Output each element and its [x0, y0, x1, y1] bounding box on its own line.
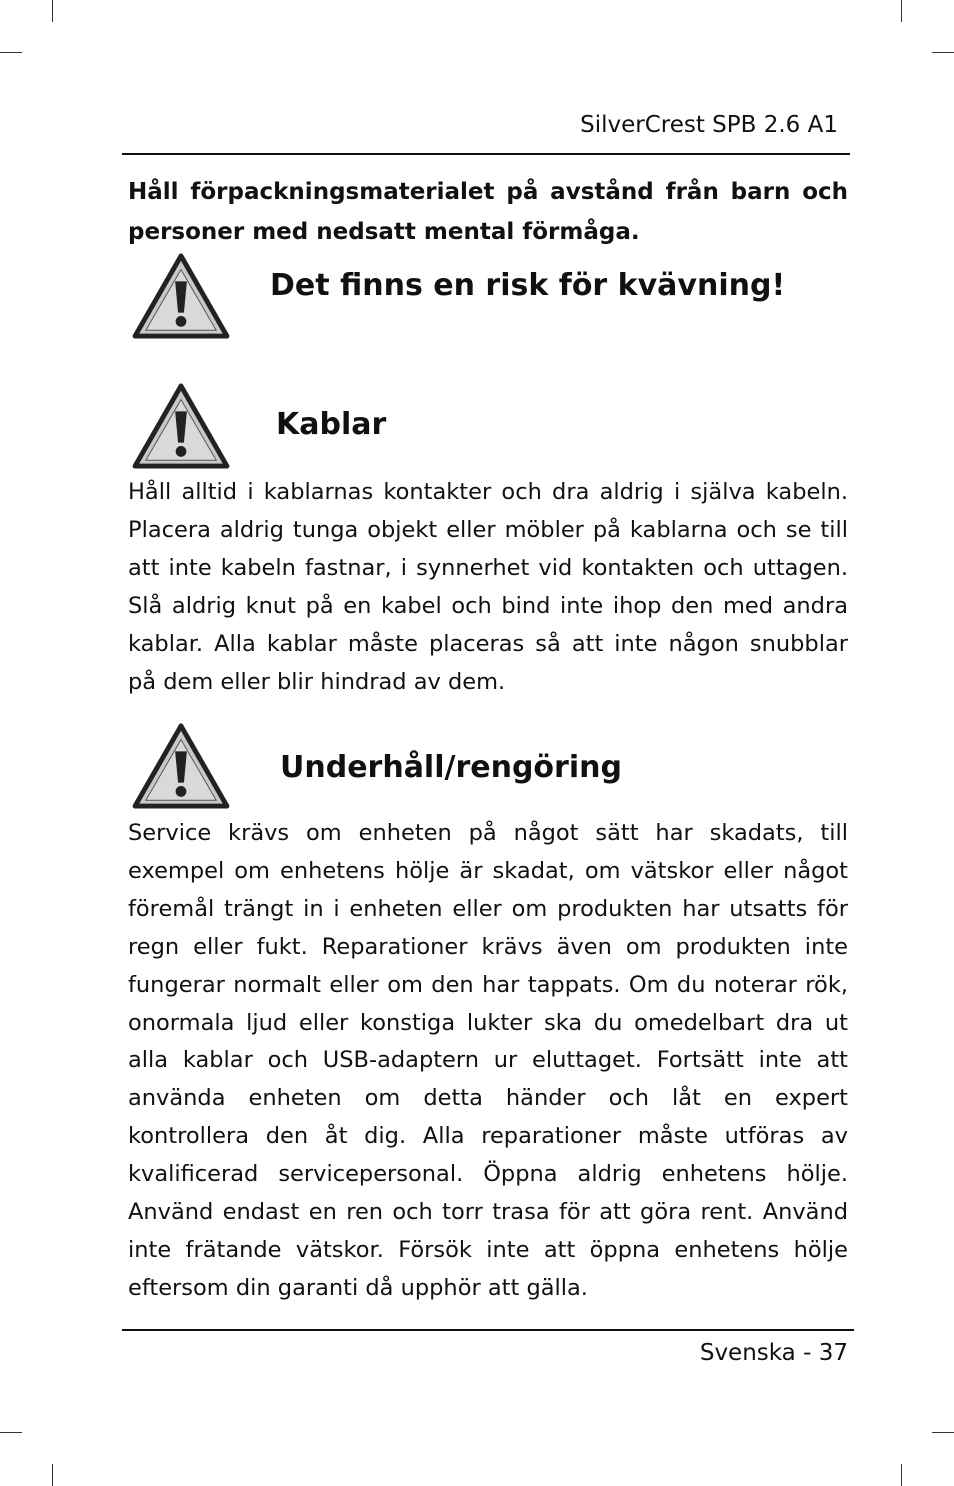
crop-mark — [901, 1464, 902, 1486]
warning-triangle-icon — [132, 382, 230, 470]
footer-rule — [122, 1329, 854, 1331]
crop-mark — [932, 52, 954, 53]
header-title: SilverCrest SPB 2.6 A1 — [580, 112, 838, 138]
section-body-maintenance: Service krävs om enheten på något sätt har skadats, till exempel om enhetens hölje är skadat, om vätskor eller något föremål trängt in i enheten eller om produkten har utsatts för regn eller fukt. Reparationer krävs även om produkten inte fungerar normalt eller om den har tappats. Om du noterar rök, onormala ljud eller konstiga lukter ska du omedelbart dra ut alla kablar och USB-adaptern ur eluttaget. Fortsätt inte att använda enheten om detta händer och låt en expert kontrollera den åt dig. Alla reparationer måste utföras av kvalificerad servicepersonal. Öppna aldrig enhetens hölje. Använd endast en ren och torr trasa för att göra rent. Använd inte frätande vätskor. Försök inte att öppna enhetens hölje eftersom din garanti då upphör att gälla. — [128, 820, 848, 1301]
crop-mark — [52, 0, 53, 22]
header-rule — [122, 153, 850, 155]
footer-language: Svenska — [699, 1340, 796, 1366]
section-heading-maintenance: Underhåll/rengöring — [280, 750, 622, 785]
crop-mark — [901, 0, 902, 22]
crop-mark — [0, 1432, 22, 1433]
warning-triangle-icon — [132, 722, 230, 810]
packaging-warning: Håll förpackningsmaterialet på avstånd från barn och personer med nedsatt mental förmåga. — [128, 179, 848, 245]
page-number: 37 — [818, 1340, 848, 1366]
section-heading-suffocation: Det finns en risk för kvävning! — [270, 268, 786, 303]
footer — [700, 1340, 848, 1366]
warning-triangle-icon — [132, 252, 230, 340]
crop-mark — [932, 1432, 954, 1433]
footer-separator: - — [803, 1340, 812, 1366]
crop-mark — [0, 52, 22, 53]
section-heading-cables: Kablar — [276, 407, 387, 442]
section-body-cables: Håll alltid i kablarnas kontakter och dra aldrig i själva kabeln. Placera aldrig tunga objekt eller möbler på kablarna och se till att inte kabeln fastnar, i synnerhet vid kontakten och uttagen. Slå aldrig knut på en kabel och bind inte ihop den med andra kablar. Alla kablar måste placeras så att inte någon snubblar på dem eller blir hindrad av dem. — [128, 479, 848, 695]
crop-mark — [52, 1464, 53, 1486]
